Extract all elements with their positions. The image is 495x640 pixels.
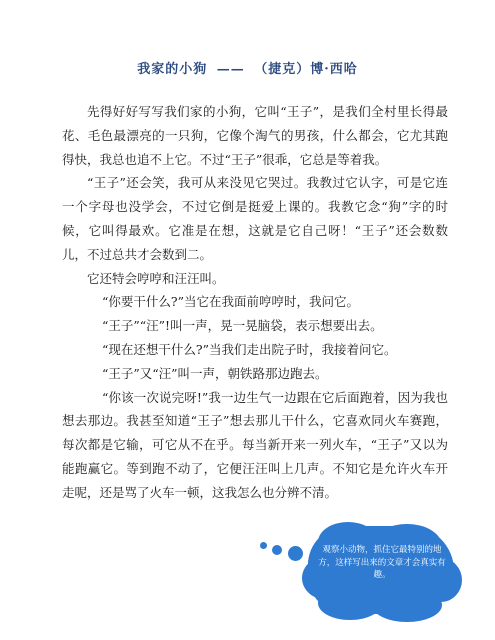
paragraph: 它还特会哼哼和汪汪叫。 bbox=[87, 270, 225, 286]
bubble-dot bbox=[288, 546, 303, 561]
paragraph: “王子”“汪”!叫一声，晃一晃脑袋，表示想要出去。 bbox=[102, 318, 383, 334]
bubble-dot bbox=[260, 542, 267, 549]
paragraph: “现在还想干什么?”当我们走出院子时，我接着问它。 bbox=[102, 341, 397, 357]
paragraph: 先得好好写写我们家的小狗，它叫“王子”，是我们全村里长得最花、毛色最漂亮的一只狗，它像个淘气的男孩，什么都会，它尤其跑得快，我总也追不上它。不过“王子”很乖，它总是等着我。 bbox=[62, 104, 448, 167]
title-main: 我家的小狗 bbox=[137, 62, 208, 77]
bubble-dot bbox=[272, 545, 282, 555]
title-author: （捷克）博·西哈 bbox=[254, 62, 358, 77]
note-text: 观察小动物，抓住它最特别的地方，这样写出来的文章才会真实有趣。 bbox=[318, 545, 446, 580]
paragraph: “你要干什么?”当它在我面前哼哼时，我问它。 bbox=[102, 294, 359, 310]
paragraph: “你该一次说完呀!”我一边生气一边跟在它后面跑着，因为我也想去那边。我甚至知道“王子”想去那儿干什么，它喜欢同火车赛跑，每次都是它输，可它从不在乎。每当新开来一列火车，“王子”又以为能跑赢它。等到跑不动了，它便汪汪叫上几声。不知它是允许火车开走呢，还是骂了火车一顿，这我怎么也分辨不清。 bbox=[62, 389, 448, 500]
paragraph: “王子”又“汪”叫一声，朝铁路那边跑去。 bbox=[102, 365, 328, 381]
article-title bbox=[0, 58, 495, 77]
article-body bbox=[62, 100, 448, 505]
paragraph: “王子”还会笑，我可从来没见它哭过。我教过它认字，可是它连一个字母也没学会，不过它倒是挺爱上课的。我教它念“狗”字的时候，它叫得最欢。它准是在想，这就是它自己呀！“王子”还会数数儿，不过总共才会数到二。 bbox=[62, 175, 448, 262]
title-dash: —— bbox=[216, 62, 245, 77]
